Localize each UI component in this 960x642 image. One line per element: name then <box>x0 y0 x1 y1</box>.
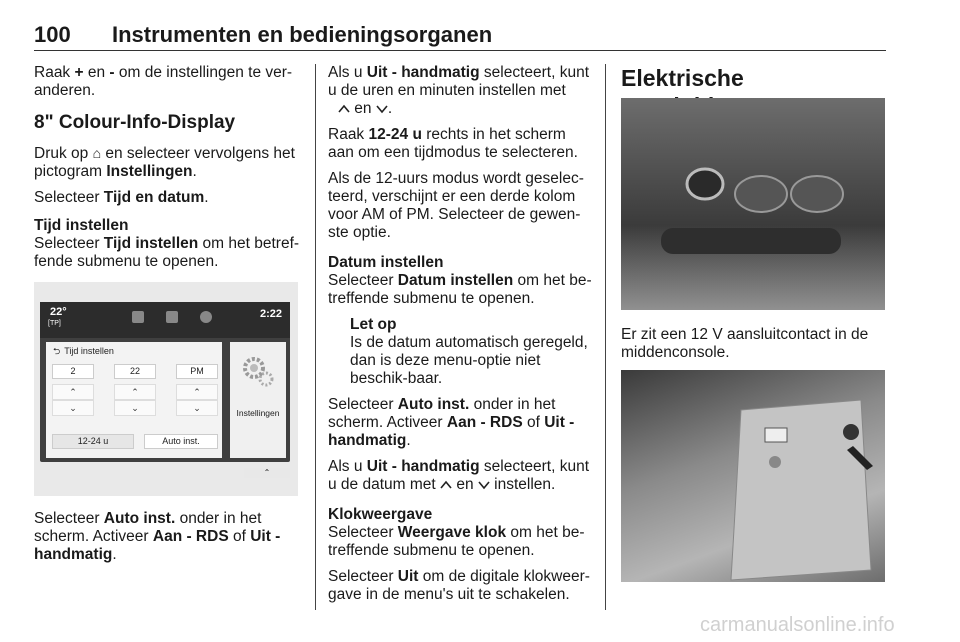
music-icon[interactable] <box>132 311 144 323</box>
paragraph-manual-time: Als u Uit - handmatig selecteert, kunt u de uren en minuten instellen met en . <box>328 64 589 117</box>
paragraph-home: Druk op ⌂ en selecteer vervolgens het pictogram Instellingen. <box>34 145 295 180</box>
collapse-button[interactable]: ⌃ <box>244 468 290 478</box>
column-divider-1 <box>315 64 316 610</box>
home-icon: ⌂ <box>92 145 102 161</box>
tp-indicator: [TP] <box>48 320 61 327</box>
chevron-down-icon <box>478 479 490 491</box>
subheading-date: Datum instellen <box>328 254 444 271</box>
paragraph-12-24: Raak 12-24 u rechts in het scherm aan om een tijdmodus te selecteren. <box>328 126 578 161</box>
note-block <box>328 316 594 388</box>
column-3-text <box>621 326 885 370</box>
settings-panel[interactable] <box>230 342 286 458</box>
time-settings-screenshot <box>34 282 298 496</box>
paragraph-auto-set: Selecteer Auto inst. onder in het scherm. Activeer Aan - RDS of Uit - handmatig. <box>34 510 281 563</box>
temperature-readout: 22° <box>50 306 67 318</box>
paragraph-date-auto: Selecteer Auto inst. onder in het scherm. Activeer Aan - RDS of Uit - handmatig. <box>328 396 575 449</box>
column-divider-2 <box>605 64 606 610</box>
column-1 <box>34 64 302 279</box>
back-row[interactable]: ⮌ Tijd instellen <box>53 346 114 356</box>
subheading-clock-display: Klokweergave <box>328 506 433 523</box>
ampm-field[interactable]: PM <box>176 364 218 379</box>
page-title: Instrumenten en bedieningsorganen <box>112 22 493 47</box>
ampm-up-button[interactable]: ⌃ <box>176 384 218 400</box>
center-console-photo <box>621 98 885 310</box>
note-title: Let op <box>350 316 397 333</box>
settings-label: Instellingen <box>236 408 280 418</box>
load-compartment-photo <box>621 370 885 582</box>
time-settings-panel <box>46 342 222 458</box>
paragraph-12-hour-mode: Als de 12-uurs modus wordt geselec-teerd, verschijnt er een derde kolom voor AM of PM. Selecteer de gewen-ste optie. <box>328 170 584 241</box>
hour-up-button[interactable]: ⌃ <box>52 384 94 400</box>
hour-field[interactable]: 2 <box>52 364 94 379</box>
column-1-bottom <box>34 510 302 572</box>
header-rule <box>34 50 886 51</box>
phone-icon[interactable] <box>166 311 178 323</box>
column-2 <box>328 64 594 612</box>
minute-field[interactable]: 22 <box>114 364 156 379</box>
note-text: Is de datum automatisch geregeld, dan is deze menu-optie niet beschik-baar. <box>350 334 588 387</box>
gear-icon <box>240 354 276 390</box>
hour-down-button[interactable]: ⌄ <box>52 400 94 416</box>
ampm-down-button[interactable]: ⌄ <box>176 400 218 416</box>
mode-12-24-button[interactable]: 12-24 u <box>52 434 134 449</box>
subheading-time: Tijd instellen <box>34 217 129 234</box>
paragraph-clock-off: Selecteer Uit om de digitale klokweer-gave in de menu's uit te schakelen. <box>328 568 590 603</box>
paragraph-date-submenu: Selecteer Datum instellen om het be-treffende submenu te openen. <box>328 272 592 307</box>
status-bar <box>40 302 290 338</box>
intro-paragraph: Raak + en - om de instellingen te ver-anderen. <box>34 64 293 99</box>
clock-readout: 2:22 <box>259 308 282 320</box>
paragraph-manual-date: Als u Uit - handmatig selecteert, kunt u de datum met en instellen. <box>328 458 589 493</box>
back-arrow-icon[interactable]: ⮌ <box>53 346 61 356</box>
minute-down-button[interactable]: ⌄ <box>114 400 156 416</box>
minute-up-button[interactable]: ⌃ <box>114 384 156 400</box>
socket-illustration <box>621 370 885 582</box>
paragraph-select-date-time: Selecteer Tijd en datum. <box>34 189 209 206</box>
center-console-illustration <box>621 98 885 310</box>
auto-set-button[interactable]: Auto inst. <box>144 434 218 449</box>
section-heading-display: 8" Colour-Info-Display <box>34 112 236 133</box>
paragraph-time-submenu: Selecteer Tijd instellen om het betref-fende submenu te openen. <box>34 235 300 270</box>
app-tabs <box>132 310 234 328</box>
page-number: 100 <box>34 22 71 47</box>
chevron-up-icon <box>338 103 350 115</box>
paragraph-clock-submenu: Selecteer Weergave klok om het be-treffende submenu te openen. <box>328 524 585 559</box>
display-screen <box>40 302 290 477</box>
chevron-down-icon <box>376 103 388 115</box>
watermark: carmanualsonline.info <box>700 614 895 636</box>
paragraph-socket: Er zit een 12 V aansluitcontact in de middenconsole. <box>621 326 869 361</box>
section-heading-power: Elektrische <box>621 65 744 91</box>
navigation-icon[interactable] <box>200 311 212 323</box>
chevron-up-icon <box>440 479 452 491</box>
